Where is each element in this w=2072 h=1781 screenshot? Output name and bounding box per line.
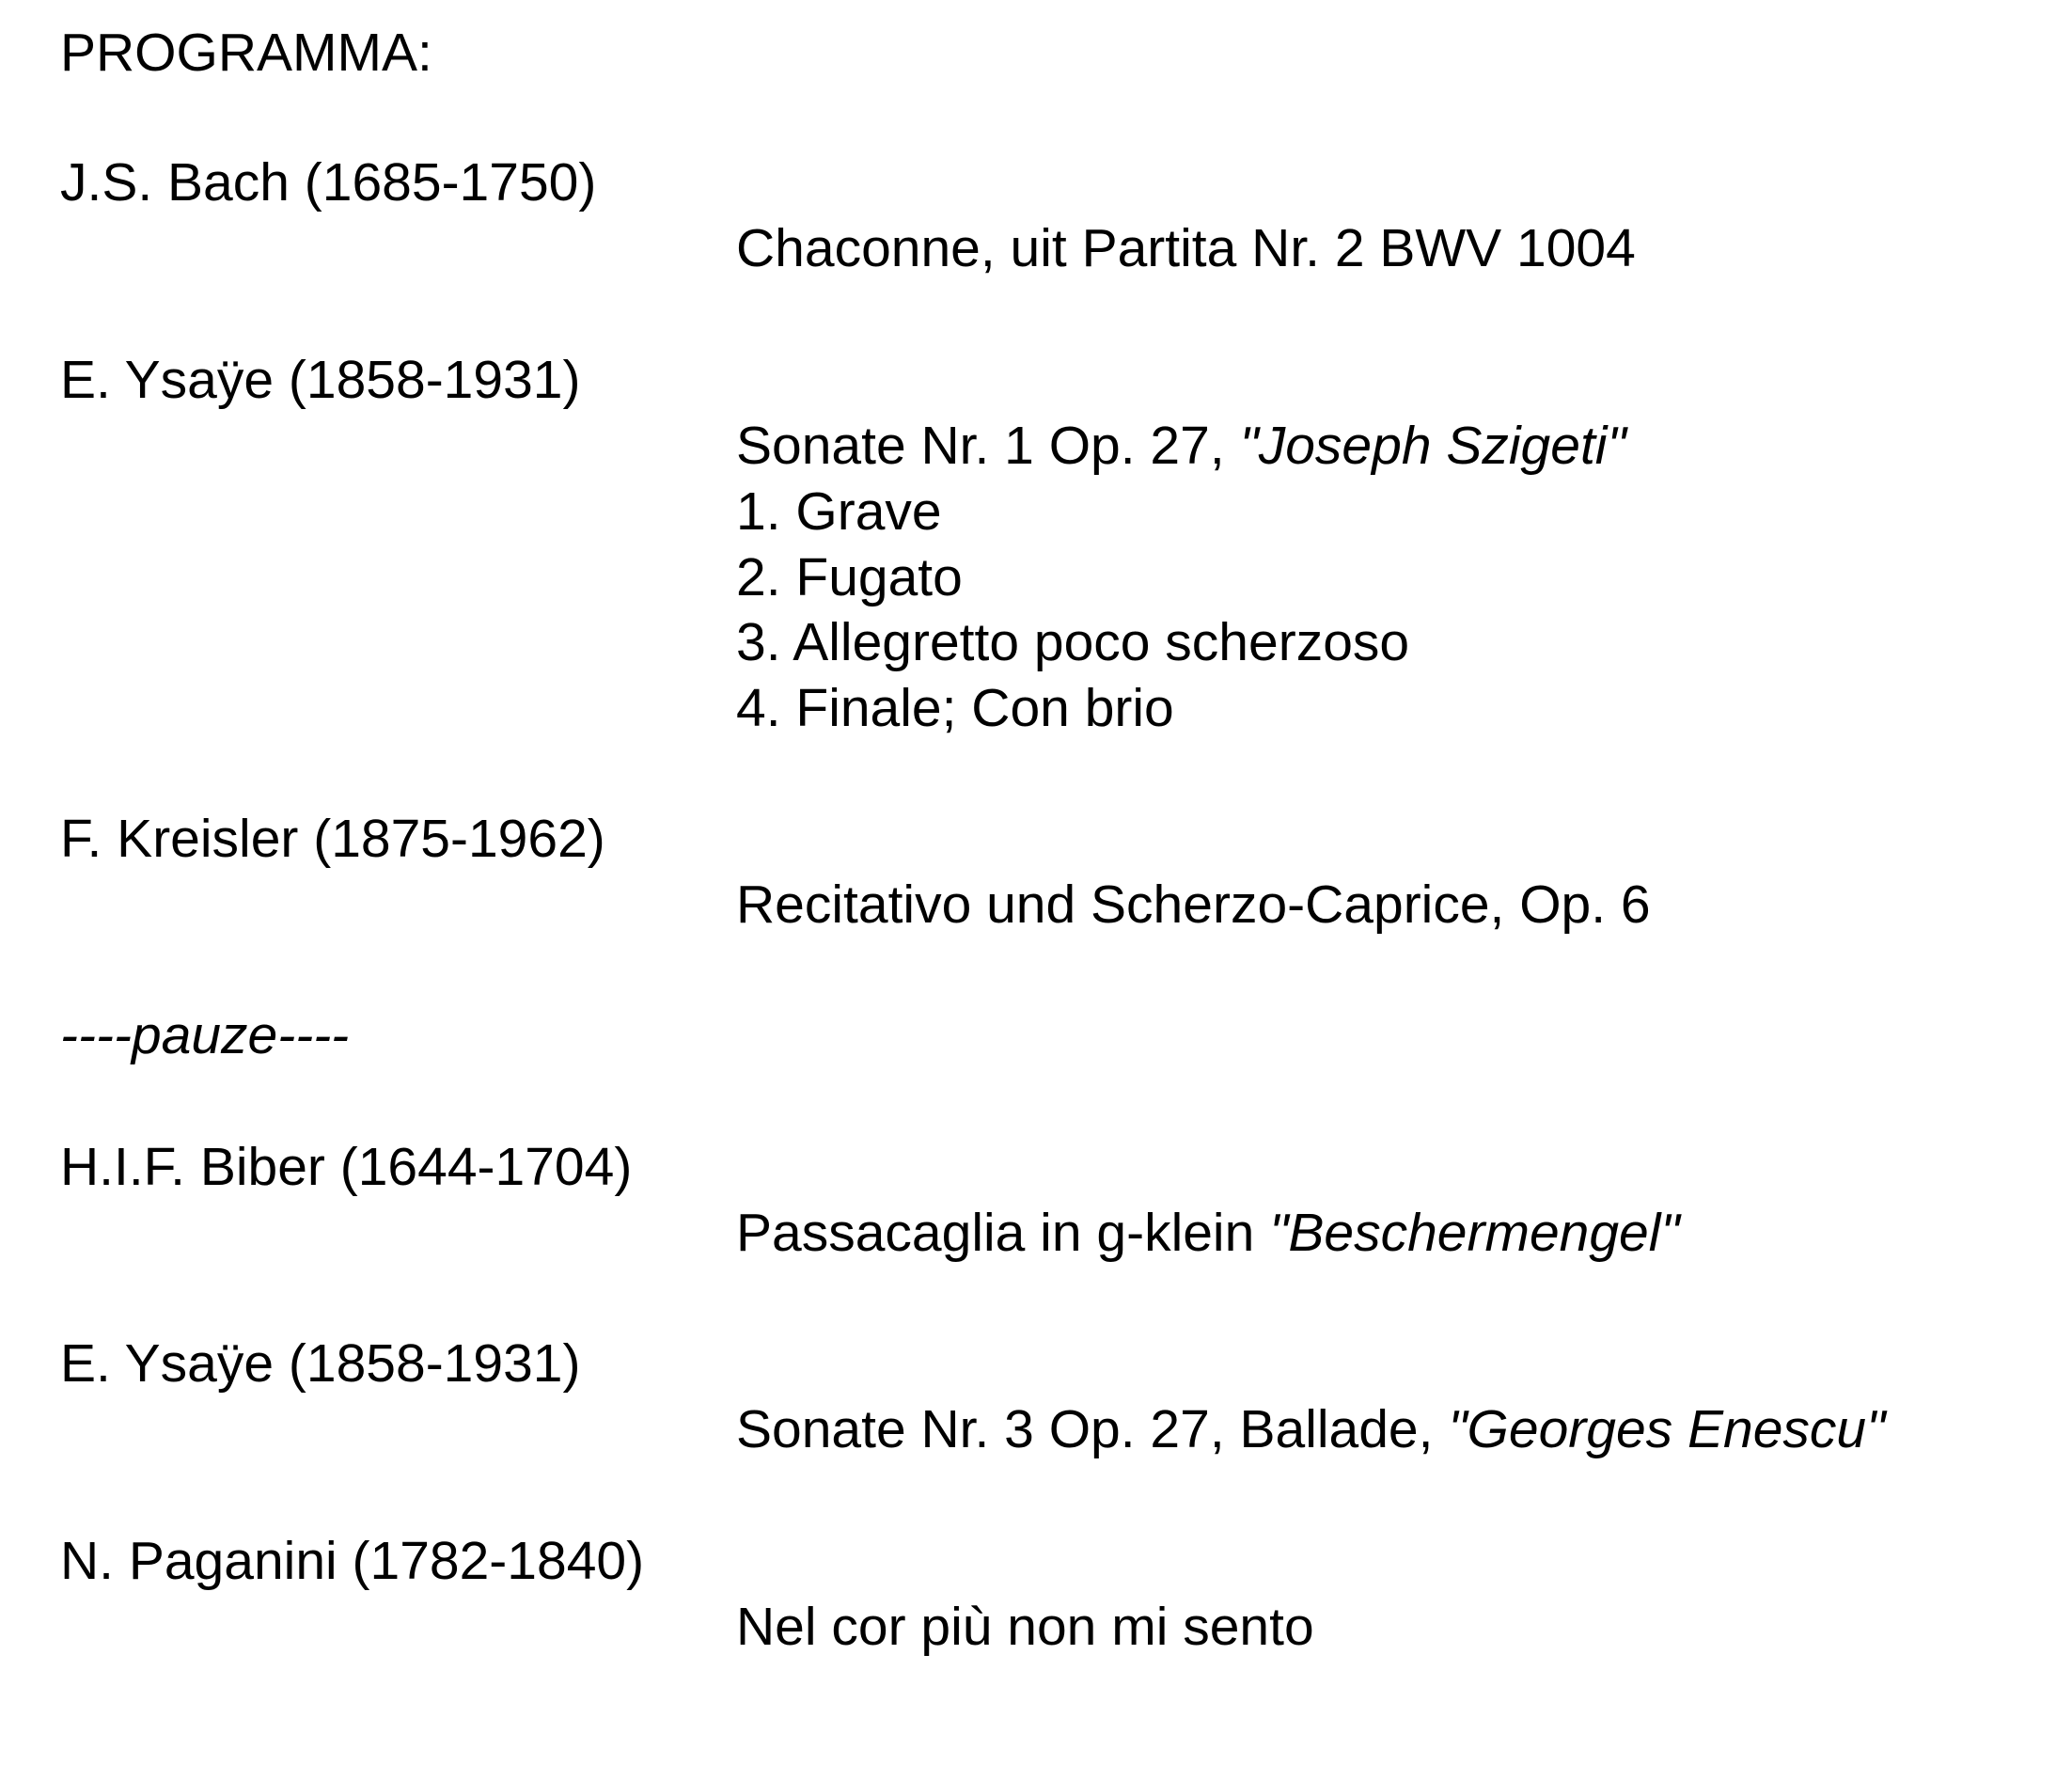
- work-passacaglia-title: "Beschermengel": [1269, 1203, 1680, 1263]
- composer-paganini: N. Paganini (1782-1840): [60, 1531, 645, 1591]
- composer-ysaye-1: E. Ysaÿe (1858-1931): [60, 350, 581, 410]
- composer-bach: J.S. Bach (1685-1750): [60, 152, 597, 213]
- work-chaconne: Chaconne, uit Partita Nr. 2 BWV 1004: [736, 218, 1636, 278]
- work-sonate-1-text: Sonate Nr. 1 Op. 27,: [736, 416, 1240, 476]
- work-passacaglia: [736, 1203, 1680, 1263]
- page-title: PROGRAMMA:: [60, 23, 432, 83]
- work-passacaglia-text: Passacaglia in g-klein: [736, 1203, 1270, 1263]
- composer-ysaye-2: E. Ysaÿe (1858-1931): [60, 1333, 581, 1394]
- movement-3: 3. Allegretto poco scherzoso: [736, 612, 1410, 672]
- movement-2: 2. Fugato: [736, 547, 963, 607]
- work-sonate-3: [736, 1399, 1886, 1459]
- work-sonate-1: [736, 416, 1626, 476]
- movement-4: 4. Finale; Con brio: [736, 678, 1174, 738]
- composer-kreisler: F. Kreisler (1875-1962): [60, 809, 605, 869]
- composer-biber: H.I.F. Biber (1644-1704): [60, 1137, 633, 1197]
- work-sonate-3-title: "Georges Enescu": [1448, 1399, 1886, 1459]
- movement-1: 1. Grave: [736, 481, 942, 542]
- work-recitativo: Recitativo und Scherzo-Caprice, Op. 6: [736, 875, 1651, 935]
- intermission: ----pauze----: [60, 1005, 350, 1065]
- work-sonate-3-text: Sonate Nr. 3 Op. 27, Ballade,: [736, 1399, 1449, 1459]
- work-sonate-1-title: "Joseph Szigeti": [1239, 416, 1626, 476]
- work-nel-cor: Nel cor più non mi sento: [736, 1597, 1314, 1657]
